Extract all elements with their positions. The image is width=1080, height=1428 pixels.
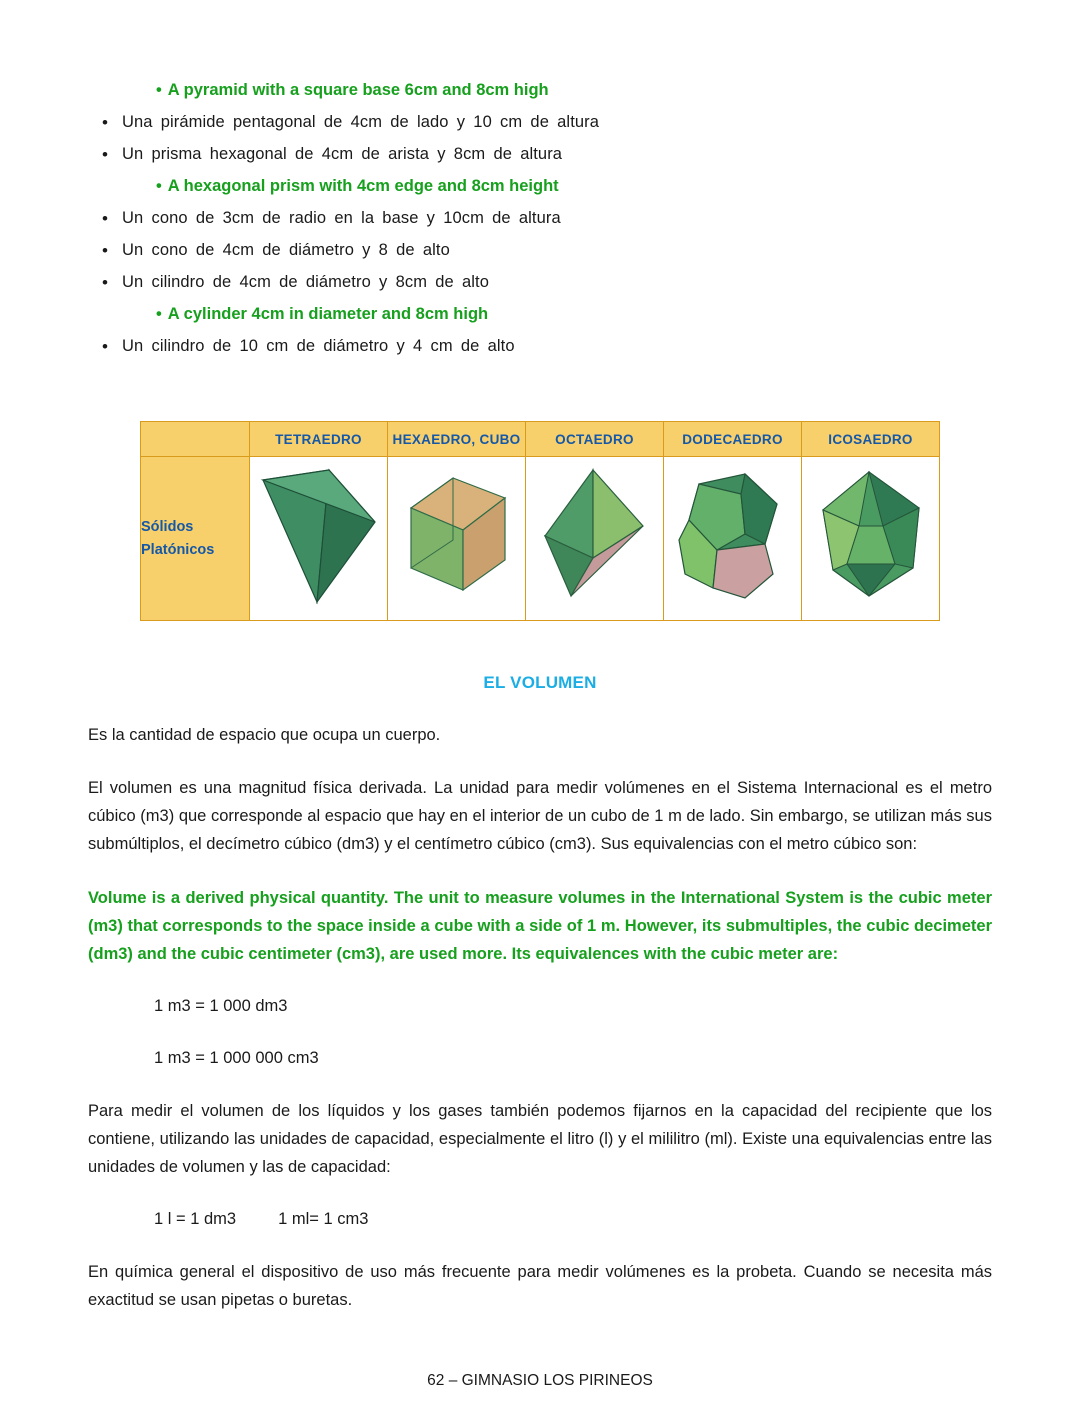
platonic-solids-table: [140, 421, 940, 621]
bullet-dot-icon: •: [102, 273, 108, 292]
list-item-label: Una pirámide pentagonal de 4cm de lado y 10 cm de altura: [122, 113, 600, 131]
list-item: [88, 302, 992, 327]
page-footer: 62 – GIMNASIO LOS PIRINEOS: [427, 1372, 653, 1389]
bullet-dot-icon: •: [156, 177, 162, 195]
equation-cubic-meter-to-cm3: 1 m3 = 1 000 000 cm3: [154, 1049, 319, 1067]
table-row: [141, 457, 940, 621]
column-header-dodecaedro: DODECAEDRO: [664, 422, 802, 457]
list-item-label: Un prisma hexagonal de 4cm de arista y 8cm de altura: [122, 145, 563, 163]
bullet-dot-icon: •: [156, 305, 162, 323]
list-item: [88, 270, 992, 295]
list-item: [88, 334, 992, 359]
column-header-tetraedro: TETRAEDRO: [250, 422, 388, 457]
list-item: [88, 110, 992, 135]
row-label-line2: Platónicos: [141, 541, 215, 558]
header-corner-cell: [141, 422, 250, 457]
figure-cell-tetrahedron: [250, 457, 388, 621]
paragraph-capacity: Para medir el volumen de los líquidos y los gases también podemos fijarnos en la capacidad del recipiente que los contiene, utilizando las unidades de capacidad, especialmente el litro (l) y el mililitro (ml). Existe una equivalencias entre las unidades de volumen y las de capacidad:: [88, 1102, 992, 1176]
bullet-dot-icon: •: [102, 209, 108, 228]
paragraph-volume-es: El volumen es una magnitud física derivada. La unidad para medir volúmenes en el Sistema Internacional es el metro cúbico (m3) que corresponde al espacio que hay en el interior de un cubo de 1 m de lado. Sin embargo, se utilizan más sus submúltiplos, el decímetro cúbico (dm3) y el centímetro cúbico (cm3). Sus equivalencias con el metro cúbico son:: [88, 779, 992, 853]
list-item-label: Un cilindro de 4cm de diámetro y 8cm de alto: [122, 273, 489, 291]
list-item: [88, 238, 992, 263]
figure-cell-hexahedron-cube: [388, 457, 526, 621]
list-item: [88, 174, 992, 199]
list-item-label: A pyramid with a square base 6cm and 8cm high: [167, 81, 549, 99]
icosahedron-icon: [807, 464, 935, 614]
list-item-label: Un cilindro de 10 cm de diámetro y 4 cm de alto: [122, 337, 515, 355]
table-header-row: [141, 422, 940, 457]
row-label-line1: Sólidos: [141, 518, 194, 535]
list-item-label: Un cono de 3cm de radio en la base y 10cm de altura: [122, 209, 561, 227]
list-item-label: Un cono de 4cm de diámetro y 8 de alto: [122, 241, 450, 259]
platonic-solids-figure: [88, 421, 992, 621]
bullet-dot-icon: •: [102, 337, 108, 356]
list-item: [88, 78, 992, 103]
equation-liter-to-dm3: 1 l = 1 dm3: [154, 1210, 237, 1228]
figure-cell-octahedron: [526, 457, 664, 621]
paragraph-volume-en: Volume is a derived physical quantity. The unit to measure volumes in the International System is the cubic meter (m3) that corresponds to the space inside a cube with a side of 1 m. However, its submultiples, the cubic decimeter (dm3) and the cubic centimeter (cm3), are used more. Its equivalences with the cubic meter are:: [88, 889, 992, 963]
figure-cell-dodecahedron: [664, 457, 802, 621]
column-header-octaedro: OCTAEDRO: [526, 422, 664, 457]
list-item-label: A cylinder 4cm in diameter and 8cm high: [167, 305, 489, 323]
bullet-dot-icon: •: [102, 113, 108, 132]
column-header-icosaedro: ICOSAEDRO: [802, 422, 940, 457]
hexahedron-cube-icon: [393, 464, 521, 614]
paragraph-last: En química general el dispositivo de uso más frecuente para medir volúmenes es la probeta. Cuando se necesita más exactitud se usan pipetas o buretas.: [88, 1263, 992, 1309]
exercise-list: [88, 78, 992, 359]
dodecahedron-icon: [669, 464, 797, 614]
equation-milliliter-to-cm3: 1 ml= 1 cm3: [278, 1210, 369, 1228]
bullet-dot-icon: •: [102, 241, 108, 260]
list-item: [88, 142, 992, 167]
column-header-hexaedro-cubo: HEXAEDRO, CUBO: [388, 422, 526, 457]
equation-liter-equivalences: [88, 1205, 992, 1233]
equation-cubic-meter-to-dm3: 1 m3 = 1 000 dm3: [154, 997, 288, 1015]
section-title-el-volumen: EL VOLUMEN: [483, 673, 597, 692]
list-item-label: A hexagonal prism with 4cm edge and 8cm height: [167, 177, 559, 195]
tetrahedron-icon: [255, 464, 383, 614]
paragraph-definition: Es la cantidad de espacio que ocupa un cuerpo.: [88, 726, 441, 744]
row-label-solidos-platonicos: [141, 457, 250, 621]
bullet-dot-icon: •: [156, 81, 162, 99]
figure-cell-icosahedron: [802, 457, 940, 621]
bullet-dot-icon: •: [102, 145, 108, 164]
list-item: [88, 206, 992, 231]
octahedron-icon: [531, 464, 659, 614]
